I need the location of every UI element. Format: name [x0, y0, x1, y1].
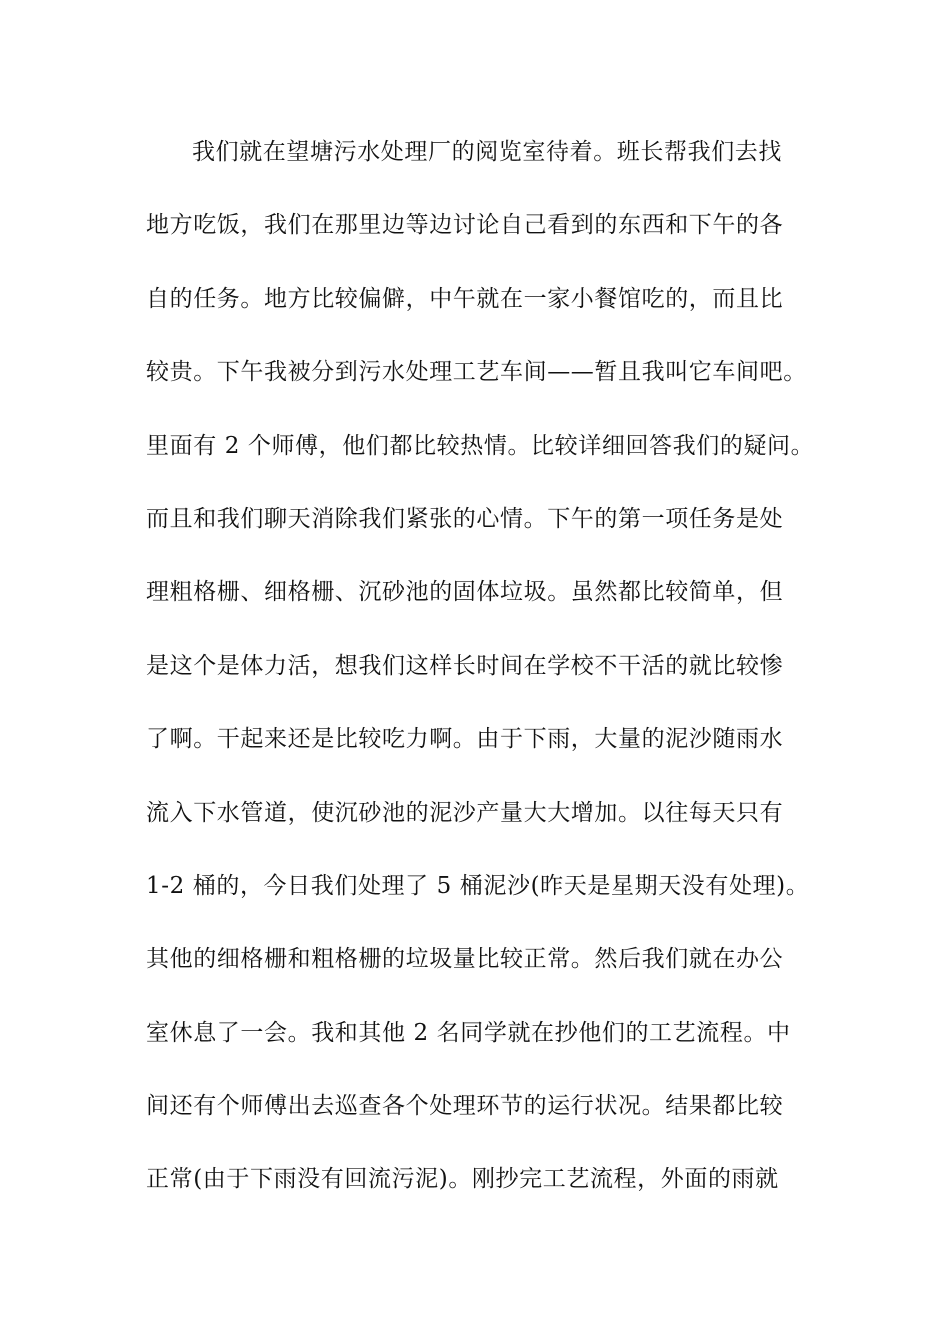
text-line: 里面有 2 个师傅，他们都比较热情。比较详细回答我们的疑问。 [146, 432, 815, 459]
text-line: 了啊。干起来还是比较吃力啊。由于下雨，大量的泥沙随雨水 [146, 726, 784, 753]
text-line: 流入下水管道，使沉砂池的泥沙产量大大增加。以往每天只有 [146, 799, 784, 826]
text-line: 室休息了一会。我和其他 2 名同学就在抄他们的工艺流程。中 [146, 1019, 791, 1046]
text-line: 而且和我们聊天消除我们紧张的心情。下午的第一项任务是处 [146, 505, 784, 532]
text-line: 是这个是体力活，想我们这样长时间在学校不干活的就比较惨 [146, 652, 784, 679]
text-line: 正常(由于下雨没有回流污泥)。刚抄完工艺流程，外面的雨就 [146, 1166, 779, 1193]
text-line: 1-2 桶的，今日我们处理了 5 桶泥沙(昨天是星期天没有处理)。 [146, 872, 810, 899]
text-line: 我们就在望塘污水处理厂的阅览室待着。班长帮我们去找 [192, 139, 782, 165]
paragraph [146, 134, 826, 1235]
text-line: 地方吃饭，我们在那里边等边讨论自己看到的东西和下午的各 [146, 212, 784, 239]
text-line: 其他的细格栅和粗格栅的垃圾量比较正常。然后我们就在办公 [146, 946, 784, 973]
text-line: 理粗格栅、细格栅、沉砂池的固体垃圾。虽然都比较简单，但 [146, 579, 784, 606]
text-line: 较贵。下午我被分到污水处理工艺车间——暂且我叫它车间吧。 [146, 359, 807, 386]
text-line: 间还有个师傅出去巡查各个处理环节的运行状况。结果都比较 [146, 1093, 784, 1120]
text-line: 自的任务。地方比较偏僻，中午就在一家小餐馆吃的，而且比 [146, 285, 784, 312]
